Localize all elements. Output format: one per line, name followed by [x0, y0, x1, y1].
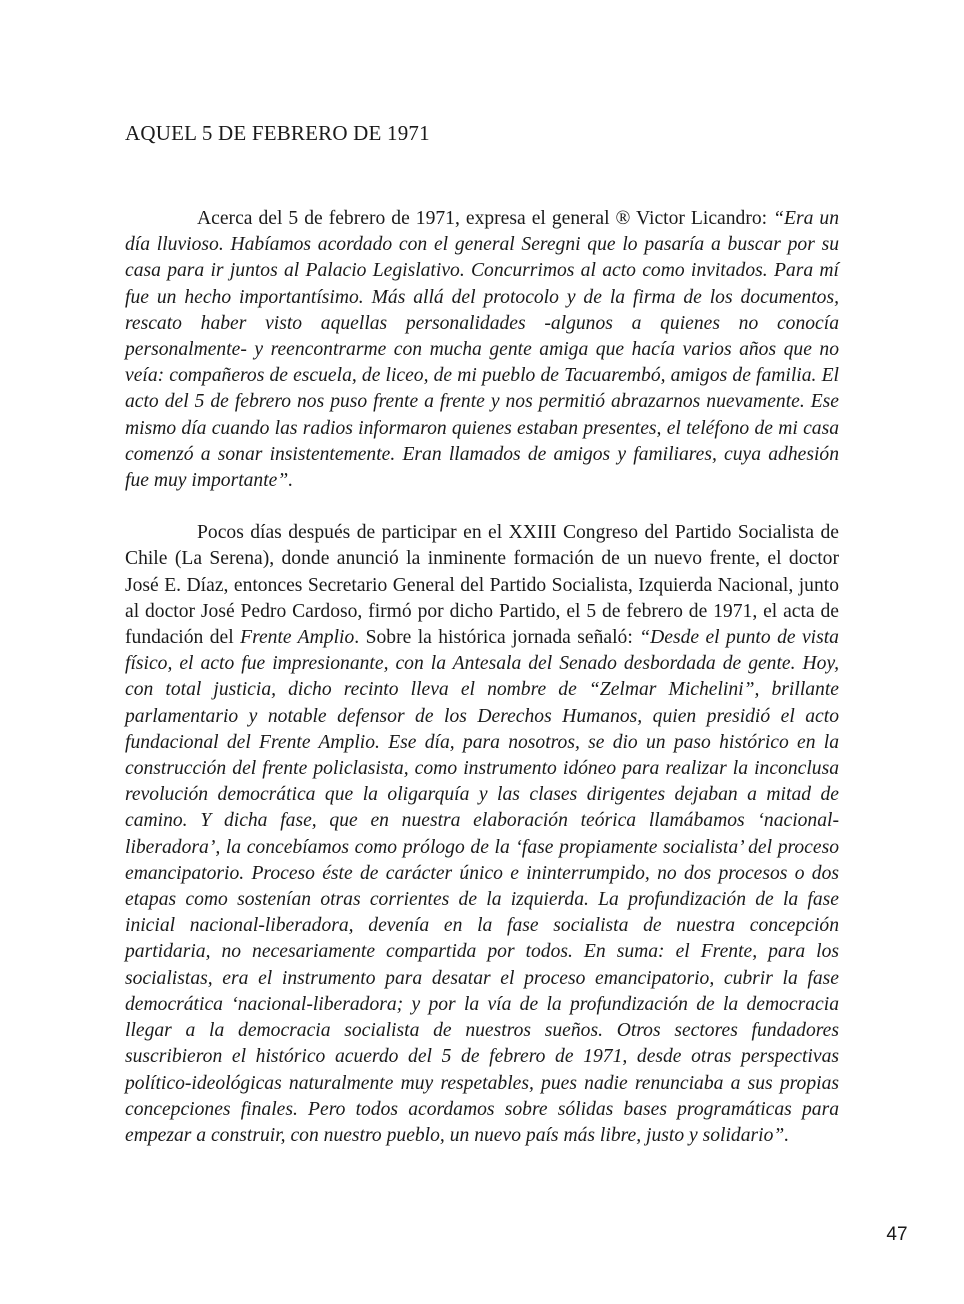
frente-amplio-name: Frente Amplio — [240, 627, 355, 649]
paragraph-mid: . Sobre la histórica jornada señaló: — [354, 627, 640, 649]
paragraph-intro: Acerca del 5 de febrero de 1971, expresa el general ® Victor Licandro: — [197, 208, 774, 229]
diaz-quote: “Desde el punto de vista físico, el acto fue impresionante, con la Antesala del Senado desbordada de gente. Hoy, con total justicia, dicho recinto lleva el nombre de “Zelmar Michelini”, brillante parlamentario y notable defensor de los Derechos Humanos, quien presidió el acto fundacional del Frente Amplio. Ese día, para nosotros, se dio un paso histórico en la construcción del frente policlasista, como instrumento idóneo para realizar la inconclusa revolución democrática que la oligarquía y las clases dirigentes dejaban a mitad de camino. Y dicha fase, que en nuestra elaboración teórica llamábamos ‘nacional-liberadora’, la concebíamos como prólogo de la ‘fase propiamente socialista’ del proceso emancipatorio. Proceso éste de carácter único e ininterrumpido, no dos procesos o dos etapas como sostenían otras corrientes de la izquierda. La profundización de la fase inicial nacional-liberadora, devenía en la fase socialista de nuestra concepción partidaria, no necesariamente compartida por todos. En suma: el Frente, para los socialistas, era el instrumento para desatar el proceso emancipatorio, cubrir la fase democrática ‘nacional-liberadora; y por la vía de la profundización de la democracia llegar a la democracia socialista de nuestros sueños. Otros sectores fundadores suscribieron el histórico acuerdo del 5 de febrero de 1971, desde otras perspectivas político-ideológicas naturalmente muy respetables, pues nadie renunciaba a sus propias concepciones finales. Pero todos acordamos sobre sólidas bases programáticas para empezar a construir, con nuestro pueblo, un nuevo país más libre, justo y solidario”. — [125, 627, 839, 1146]
paragraph-licandro — [125, 206, 839, 494]
chapter-title: AQUEL 5 DE FEBRERO DE 1971 — [125, 121, 430, 145]
paragraph-diaz — [125, 520, 839, 1149]
paragraph-intro: Pocos días después de participar en el XXIII Congreso del Partido Socialista de Chile (La Serena), donde anunció la inminente formación de un nuevo frente, el doctor José E. Díaz, entonces Secretario General del Partido Socialista, Izquierda Nacional, junto al doctor José Pedro Cardoso, firmó por dicho Partido, el 5 de febrero de 1971, el acta de fundación del — [125, 522, 839, 649]
page-number: 47 — [886, 1224, 908, 1245]
licandro-quote: “Era un día lluvioso. Habíamos acordado con el general Seregni que lo pasaría a buscar por su casa para ir juntos al Palacio Legislativo. Concurrimos al acto como invitados. Para mí fue un hecho importantísimo. Más allá del protocolo y de la firma de los documentos, rescato haber visto aquellas personalidades -algunos a quienes no conocía personalmente- y reencontrarme con mucha gente amiga que hacía varios años que no veía: compañeros de escuela, de liceo, de mi pueblo de Tacuarembó, amigos de familia. El acto del 5 de febrero nos puso frente a frente y nos permitió abrazarnos nuevamente. Ese mismo día cuando las radios informaron quienes estaban presentes, el teléfono de mi casa comenzó a sonar insistentemente. Eran llamados de amigos y familiares, cuya adhesión fue muy importante”. — [125, 208, 839, 492]
page-body — [125, 118, 839, 1149]
